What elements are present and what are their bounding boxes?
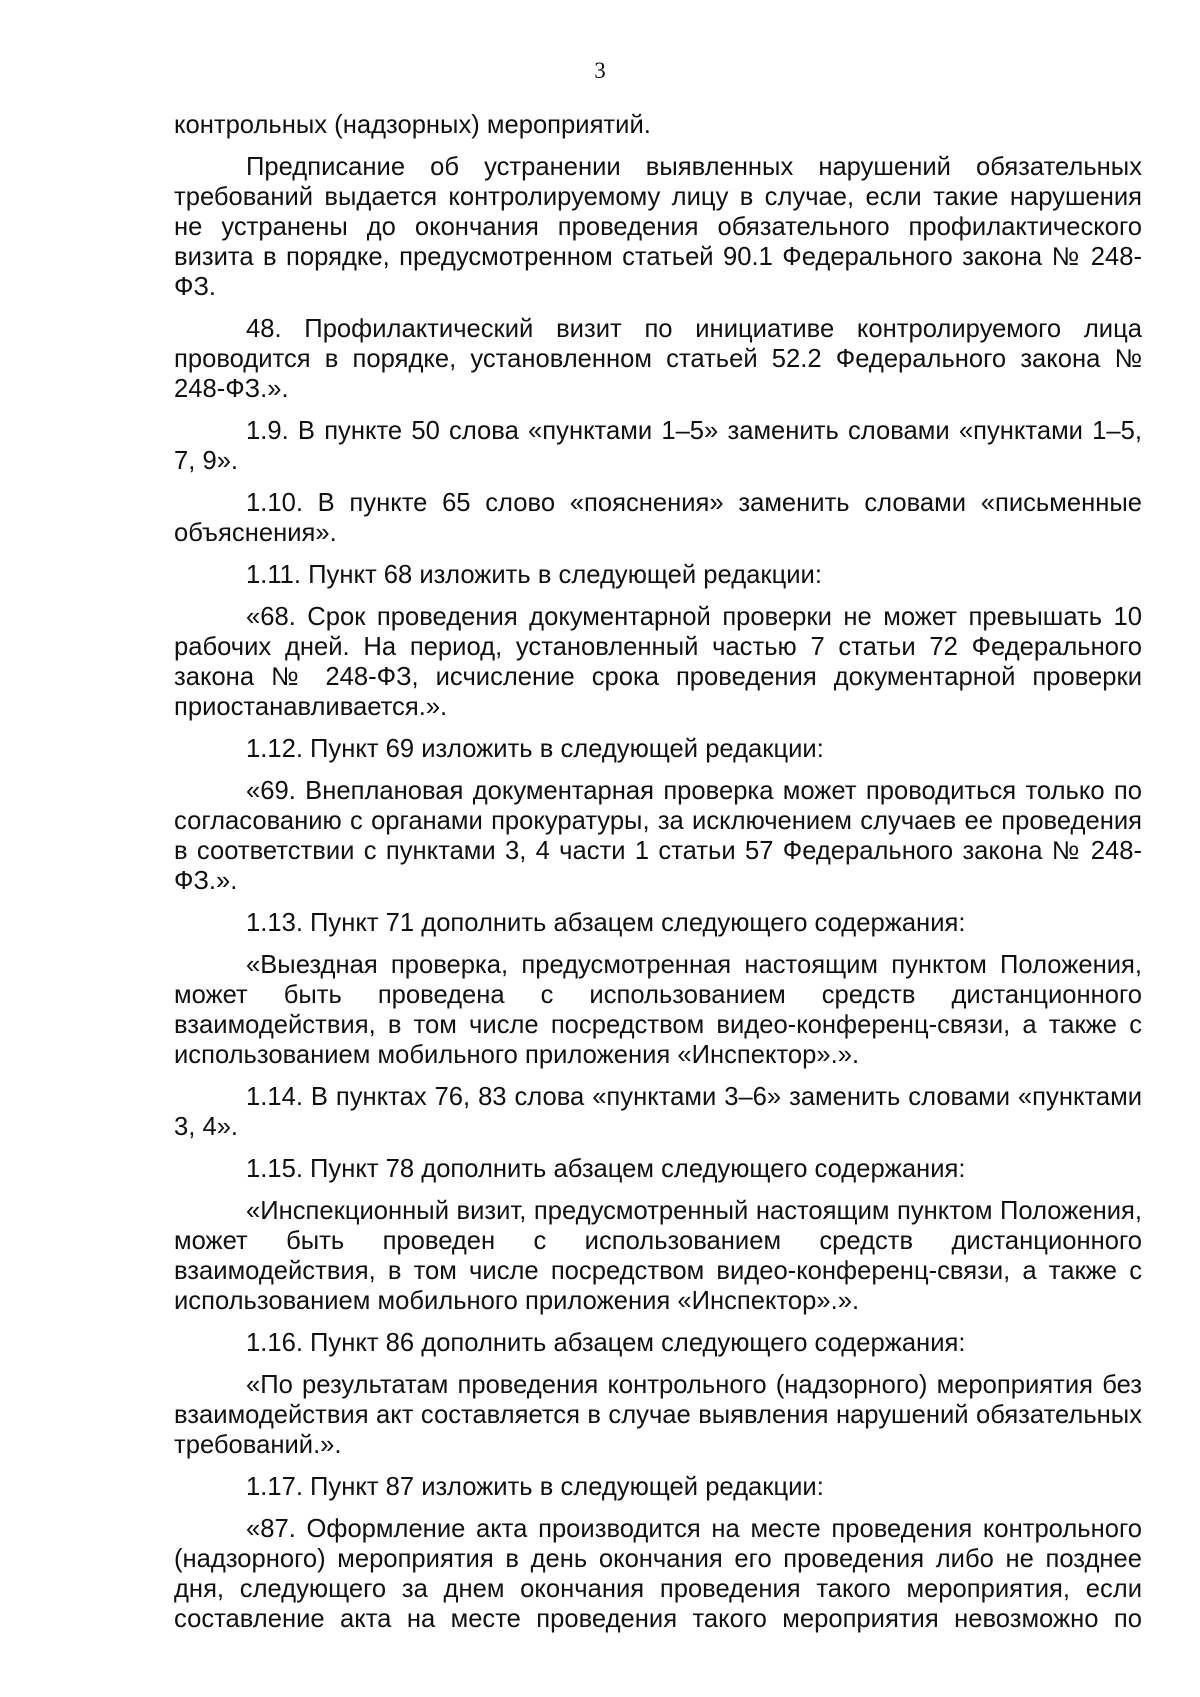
paragraph: контрольных (надзорных) мероприятий. (174, 111, 651, 139)
paragraph: 1.13. Пункт 71 дополнить абзацем следующего содержания: (246, 909, 966, 937)
paragraph: «68. Срок проведения документарной проверки не может превышать 10 рабочих дней. На период, установленный частью 7 статьи 72 Федерального закона № 248-ФЗ, исчисление срока проведения документарной проверки приостанавливается.». (174, 603, 1142, 721)
paragraph: 1.11. Пункт 68 изложить в следующей редакции: (246, 561, 822, 589)
paragraph: 48. Профилактический визит по инициативе контролируемого лица проводится в порядке, установленном статьей 52.2 Федерального закона № 248-ФЗ.». (174, 315, 1142, 403)
paragraph: 1.15. Пункт 78 дополнить абзацем следующего содержания: (246, 1155, 966, 1183)
paragraph: 1.9. В пункте 50 слова «пунктами 1–5» заменить словами «пунктами 1–5, 7, 9». (174, 417, 1142, 475)
paragraph: Предписание об устранении выявленных нарушений обязательных требований выдается контролируемому лицу в случае, если такие нарушения не устранены до окончания проведения обязательного профилактического визита в порядке, предусмотренном статьей 90.1 Федерального закона № 248-ФЗ. (174, 153, 1142, 301)
paragraph: 1.12. Пункт 69 изложить в следующей редакции: (246, 735, 824, 763)
paragraph: «По результатам проведения контрольного (надзорного) мероприятия без взаимодействия акт составляется в случае выявления нарушений обязательных требований.». (174, 1371, 1142, 1459)
paragraph: 1.16. Пункт 86 дополнить абзацем следующего содержания: (246, 1329, 966, 1357)
paragraph: 1.10. В пункте 65 слово «пояснения» заменить словами «письменные объяснения». (174, 489, 1142, 547)
paragraph: «Выездная проверка, предусмотренная настоящим пунктом Положения, может быть проведена с использованием средств дистанционного взаимодействия, в том числе посредством видео-конференц-связи, а также с использованием мобильного приложения «Инспектор».». (174, 951, 1142, 1069)
document-body (174, 110, 1142, 1646)
paragraph: «Инспекционный визит, предусмотренный настоящим пунктом Положения, может быть проведен с использованием средств дистанционного взаимодействия, в том числе посредством видео-конференц-связи, а также с использованием мобильного приложения «Инспектор».». (174, 1197, 1142, 1315)
paragraph: 1.17. Пункт 87 изложить в следующей редакции: (246, 1473, 824, 1501)
page-number: 3 (594, 58, 606, 83)
paragraph: 1.14. В пунктах 76, 83 слова «пунктами 3–6» заменить словами «пунктами 3, 4». (174, 1083, 1142, 1141)
paragraph: «69. Внеплановая документарная проверка может проводиться только по согласованию с органами прокуратуры, за исключением случаев ее проведения в соответствии с пунктами 3, 4 части 1 статьи 57 Федерального закона № 248-ФЗ.». (174, 777, 1142, 895)
paragraph: «87. Оформление акта производится на месте проведения контрольного (надзорного) мероприятия в день окончания его проведения либо не позднее дня, следующего за днем окончания проведения такого мероприятия, если составление акта на месте проведения такого мероприятия невозможно по (174, 1515, 1142, 1633)
